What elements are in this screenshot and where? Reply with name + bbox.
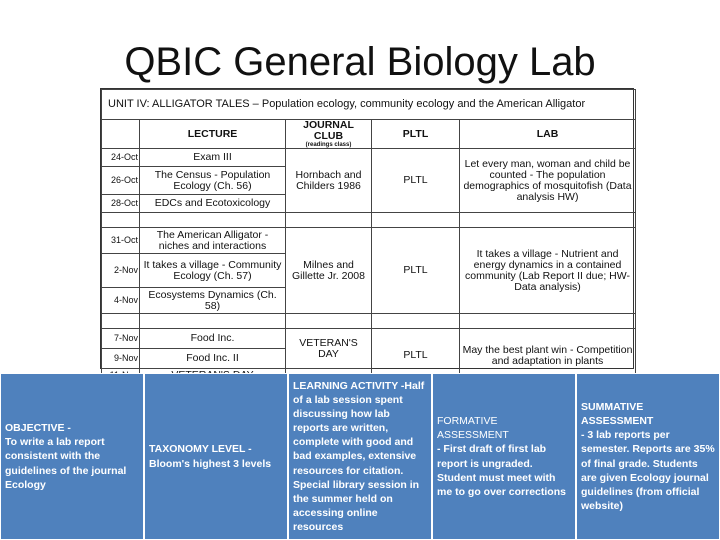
journal-cell: VETERAN'S DAY: [286, 329, 372, 369]
summative-title: SUMMATIVE ASSESSMENT: [581, 400, 654, 427]
date-cell: 24-Oct: [102, 149, 140, 167]
lecture-cell: The American Alligator - niches and interactions: [140, 228, 286, 254]
header-journal-club: JOURNAL CLUB (readings class): [286, 120, 372, 149]
header-pltl: PLTL: [372, 120, 460, 149]
header-lab: LAB: [460, 120, 636, 149]
objective-text: To write a lab report consistent with the guidelines of the journal Ecology: [5, 436, 127, 491]
date-cell: 9-Nov: [102, 349, 140, 369]
formative-assessment-box: [432, 373, 576, 540]
date-cell: 2-Nov: [102, 254, 140, 288]
formative-title: FORMATIVE ASSESSMENT: [437, 414, 509, 442]
pltl-cell: PLTL: [372, 228, 460, 314]
unit-title: UNIT IV: ALLIGATOR TALES – Population ecology, community ecology and the American Alligator: [102, 90, 636, 120]
page-title: QBIC General Biology Lab: [124, 40, 596, 84]
lecture-cell: Food Inc. II: [140, 349, 286, 369]
date-cell: 7-Nov: [102, 329, 140, 349]
lecture-cell: Ecosystems Dynamics (Ch. 58): [140, 288, 286, 314]
lecture-cell: Food Inc.: [140, 329, 286, 349]
lab-cell: It takes a village - Nutrient and energy dynamics in a contained community (Lab Report II due; HW- Data analysis): [460, 228, 636, 314]
date-cell: 26-Oct: [102, 167, 140, 195]
date-cell: 4-Nov: [102, 288, 140, 314]
journal-cell: Milnes and Gillette Jr. 2008: [286, 228, 372, 314]
journal-cell: Hornbach and Childers 1986: [286, 149, 372, 213]
summative-text: - 3 lab reports per semester. Reports are 35% of final grade. Students are given Ecology journal guidelines (from official website): [581, 429, 715, 513]
lecture-cell: The Census - Population Ecology (Ch. 56): [140, 167, 286, 195]
lab-cell: Let every man, woman and child be counted - The population demographics of mosquitofish (Data analysis HW): [460, 149, 636, 213]
curriculum-alignment-row: [0, 373, 720, 540]
summative-assessment-box: [576, 373, 720, 540]
learning-activity-text: LEARNING ACTIVITY -Half of a lab session spent discussing how lab reports are written, complete with good and bad examples, extensive resources for citation. Special library session in the summer held on accessing online resources: [293, 379, 425, 534]
lecture-cell: EDCs and Ecotoxicology: [140, 195, 286, 213]
header-lecture: LECTURE: [140, 120, 286, 149]
lecture-cell: It takes a village - Community Ecology (Ch. 57): [140, 254, 286, 288]
objective-box: [0, 373, 144, 540]
taxonomy-title: TAXONOMY LEVEL -: [149, 443, 252, 456]
date-cell: 28-Oct: [102, 195, 140, 213]
pltl-cell: PLTL: [372, 329, 460, 383]
lecture-cell: Exam III: [140, 149, 286, 167]
learning-activity-box: [288, 373, 432, 540]
date-cell: 31-Oct: [102, 228, 140, 254]
taxonomy-text: Bloom's highest 3 levels: [149, 457, 272, 470]
formative-text: - First draft of first lab report is ungraded. Student must meet with me to go over corrections: [437, 443, 566, 498]
taxonomy-box: [144, 373, 288, 540]
objective-title: OBJECTIVE -: [5, 422, 71, 435]
lab-cell: May the best plant win - Competition and adaptation in plants: [460, 329, 636, 383]
schedule-table: [100, 88, 634, 369]
pltl-cell: PLTL: [372, 149, 460, 213]
